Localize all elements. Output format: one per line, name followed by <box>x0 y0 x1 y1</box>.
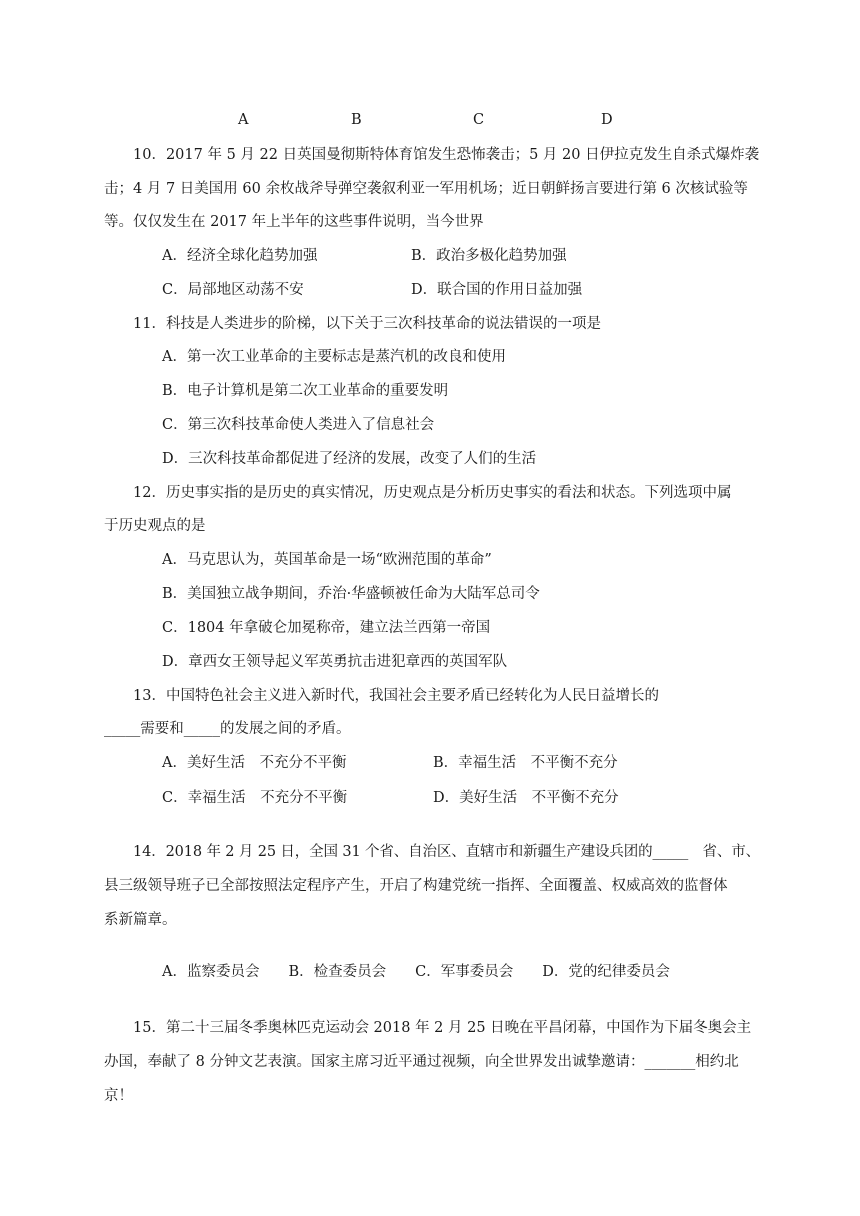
question-15-stem-line-2: 办国，奉献了 8 分钟文艺表演。国家主席习近平通过视频，向全世界发出诚挚邀请：_______相约北 <box>104 1054 739 1070</box>
question-13-option-b: B．幸福生活 不平衡不充分 <box>433 755 618 771</box>
question-11-stem-line-1: 11．科技是人类进步的阶梯，以下关于三次科技革命的说法错误的一项是 <box>133 316 601 332</box>
question-11-option-b: B．电子计算机是第二次工业革命的重要发明 <box>162 383 449 399</box>
question-12-stem-line-2: 于历史观点的是 <box>104 518 206 534</box>
question-10-option-c: C．局部地区动荡不安 <box>162 282 304 298</box>
question-14-stem-line-2: 县三级领导班子已全部按照法定程序产生，开启了构建党统一指挥、全面覆盖、权威高效的监督体 <box>104 878 728 894</box>
prev-choice-c: C <box>473 112 485 128</box>
question-12-stem-line-1: 12．历史事实指的是历史的真实情况，历史观点是分析历史事实的看法和状态。下列选项中属 <box>133 485 732 501</box>
question-15-stem-line-1: 15．第二十三届冬季奥林匹克运动会 2018 年 2 月 25 日晚在平昌闭幕，中国作为下届冬奥会主 <box>133 1020 752 1036</box>
question-14-options: A．监察委员会 B．检查委员会 C．军事委员会 D．党的纪律委员会 <box>162 964 670 980</box>
question-12-option-c: C．1804 年拿破仑加冕称帝，建立法兰西第一帝国 <box>162 620 491 636</box>
prev-choice-b: B <box>351 112 362 128</box>
question-15-stem-line-3: 京！ <box>104 1088 133 1104</box>
question-14-stem-line-1: 14．2018 年 2 月 25 日，全国 31 个省、自治区、直辖市和新疆生产建设兵团的_____ 省、市、 <box>133 844 760 860</box>
question-10-option-a: A．经济全球化趋势加强 <box>162 248 318 264</box>
question-12-option-a: A．马克思认为，英国革命是一场“欧洲范围的革命” <box>162 552 492 568</box>
question-11-option-c: C．第三次科技革命使人类进入了信息社会 <box>162 417 435 433</box>
prev-choice-a: A <box>238 112 249 128</box>
question-12-option-b: B．美国独立战争期间，乔治·华盛顿被任命为大陆军总司令 <box>162 586 540 602</box>
question-13-option-d: D．美好生活 不平衡不充分 <box>433 790 619 806</box>
question-10-stem-line-1: 10．2017 年 5 月 22 日英国曼彻斯特体育馆发生恐怖袭击；5 月 20 日伊拉克发生自杀式爆炸袭 <box>133 147 760 163</box>
question-13-option-a: A．美好生活 不充分不平衡 <box>162 755 347 771</box>
question-13-stem-line-1: 13．中国特色社会主义进入新时代，我国社会主要矛盾已经转化为人民日益增长的 <box>133 688 659 704</box>
question-11-option-a: A．第一次工业革命的主要标志是蒸汽机的改良和使用 <box>162 349 506 365</box>
question-10-stem-line-3: 等。仅仅发生在 2017 年上半年的这些事件说明，当今世界 <box>104 214 484 230</box>
question-10-stem-line-2: 击；4 月 7 日美国用 60 余枚战斧导弹空袭叙利亚一军用机场；近日朝鲜扬言要进行第 6 次核试验等 <box>104 181 748 197</box>
question-14-stem-line-3: 系新篇章。 <box>104 912 177 928</box>
question-10-option-d: D．联合国的作用日益加强 <box>411 282 583 298</box>
prev-choice-d: D <box>601 112 613 128</box>
question-10-option-b: B．政治多极化趋势加强 <box>411 248 567 264</box>
question-13-option-c: C．幸福生活 不充分不平衡 <box>162 790 348 806</box>
question-11-option-d: D．三次科技革命都促进了经济的发展，改变了人们的生活 <box>162 451 537 467</box>
question-12-option-d: D．章西女王领导起义军英勇抗击进犯章西的英国军队 <box>162 654 508 670</box>
question-13-stem-line-2: _____需要和_____的发展之间的矛盾。 <box>104 721 351 737</box>
